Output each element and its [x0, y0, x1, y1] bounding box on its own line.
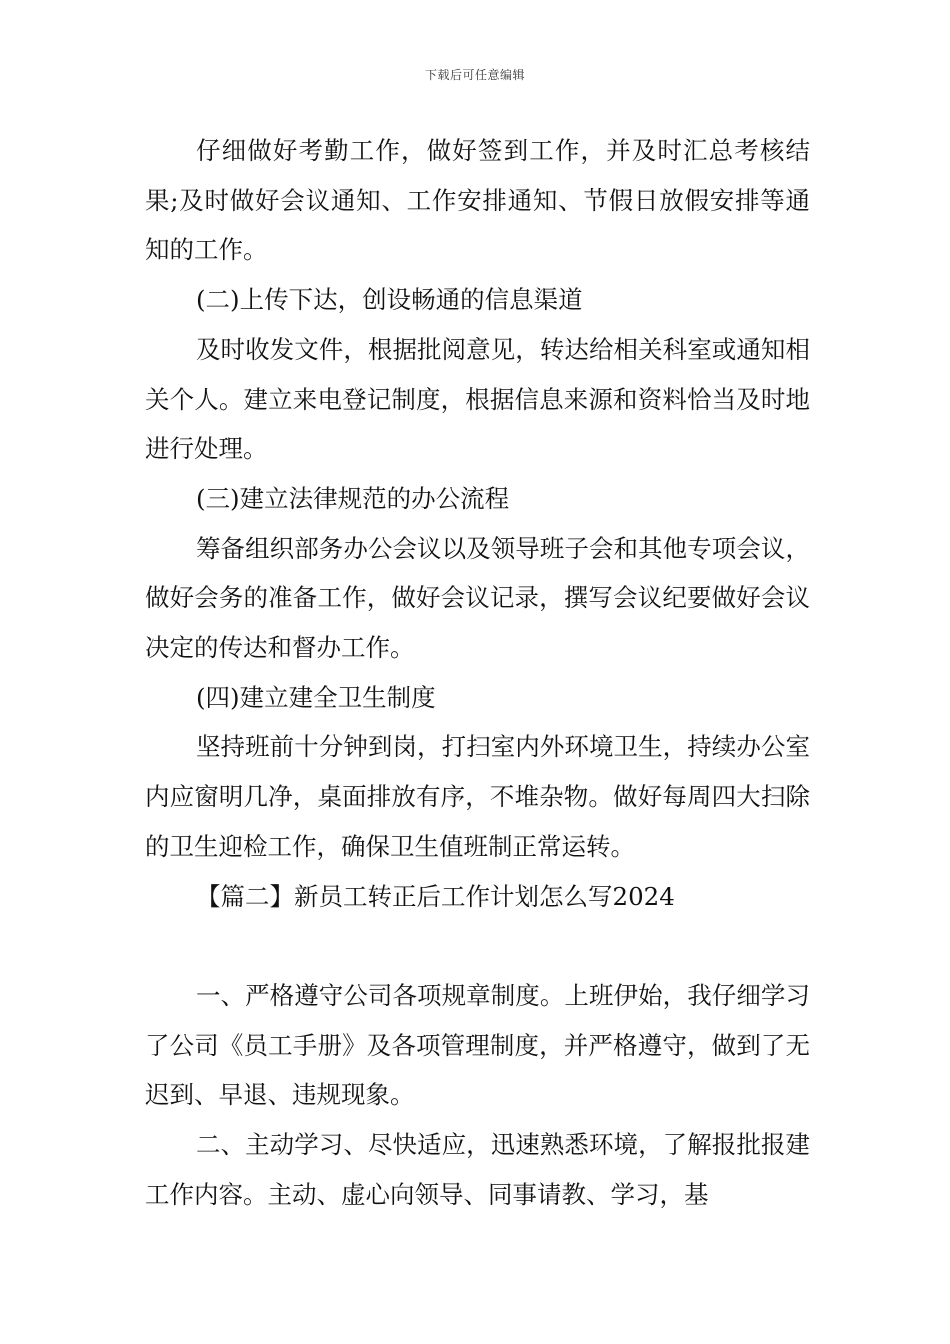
paragraph-hygiene: 坚持班前十分钟到岗，打扫室内外环境卫生，持续办公室内应窗明几净，桌面排放有序，不堆杂物。做好每周四大扫除的卫生迎检工作，确保卫生值班制正常运转。	[145, 732, 810, 861]
heading-office-process: (三)建立法律规范的办公流程	[196, 483, 510, 513]
paragraph-attendance: 仔细做好考勤工作，做好签到工作，并及时汇总考核结果;及时做好会议通知、工作安排通知、节假日放假安排等通知的工作。	[145, 136, 810, 265]
paragraph-communication: 及时收发文件，根据批阅意见，转达给相关科室或通知相关个人。建立来电登记制度，根据信息来源和资料恰当及时地进行处理。	[145, 334, 810, 464]
section-title: 【篇二】新员工转正后工作计划怎么写2024	[196, 881, 675, 911]
paragraph-learning: 二、主动学习、尽快适应，迅速熟悉环境，了解报批报建工作内容。主动、虚心向领导、同事请教、学习，基	[145, 1130, 810, 1209]
paragraph-rules: 一、严格遵守公司各项规章制度。上班伊始，我仔细学习了公司《员工手册》及各项管理制度，并严格遵守，做到了无迟到、早退、违规现象。	[145, 980, 810, 1110]
header-note: 下载后可任意编辑	[424, 68, 525, 82]
heading-communication: (二)上传下达，创设畅通的信息渠道	[196, 285, 583, 315]
blank-line	[145, 921, 810, 971]
document-body	[145, 126, 810, 1219]
paragraph-office-process: 筹备组织部务办公会议以及领导班子会和其他专项会议，做好会务的准备工作，做好会议记录，撰写会议纪要做好会议决定的传达和督办工作。	[145, 533, 810, 663]
heading-hygiene: (四)建立建全卫生制度	[196, 682, 436, 712]
